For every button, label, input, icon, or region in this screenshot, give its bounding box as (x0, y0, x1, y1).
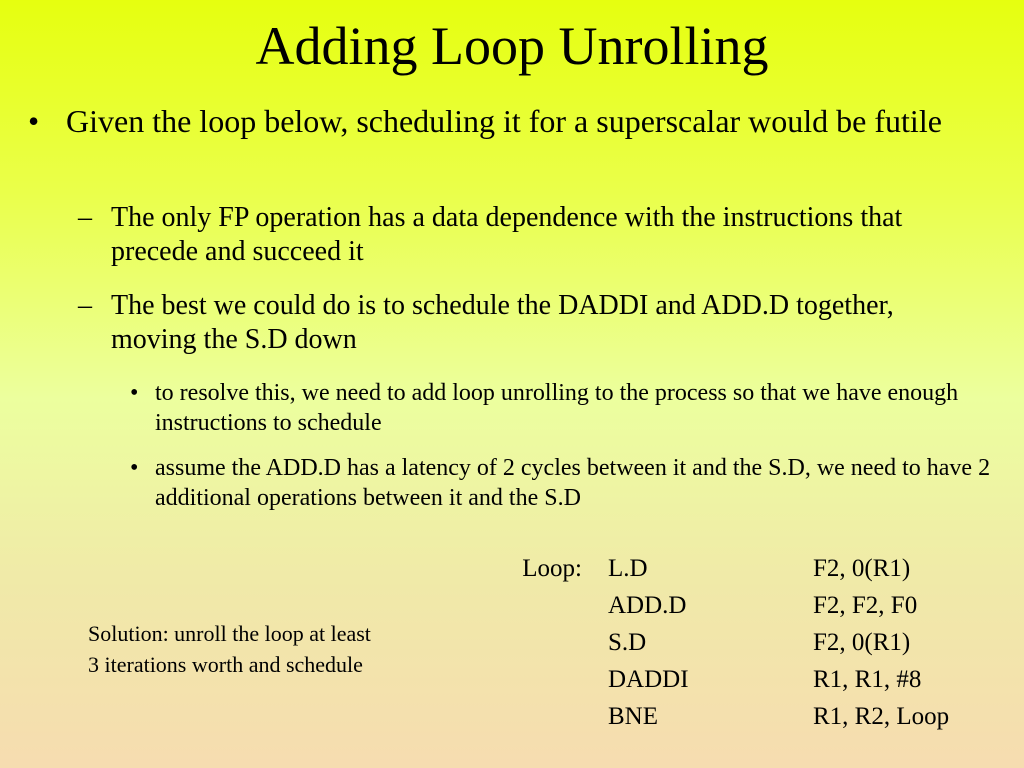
bullet-main (28, 102, 1008, 141)
code-label: Loop: (522, 555, 582, 582)
solution-note (88, 618, 488, 680)
sub-bullet-dependence (78, 201, 958, 269)
bullet-marker: • (130, 455, 139, 481)
dash-marker: – (78, 290, 92, 321)
code-row (490, 703, 1010, 740)
solution-line-2: 3 iterations worth and schedule (88, 652, 363, 677)
slide-title: Adding Loop Unrolling (255, 16, 769, 76)
code-opcode: BNE (608, 703, 658, 730)
code-row (490, 592, 1010, 629)
dash-marker: – (78, 202, 92, 233)
sub-sub-bullet-text: to resolve this, we need to add loop unrolling to the process so that we have enough instructions to schedule (155, 380, 959, 436)
code-operands: F2, 0(R1) (813, 629, 911, 656)
bullet-marker: • (130, 380, 139, 406)
sub-bullet-text: The only FP operation has a data dependence with the instructions that precede and succeed it (111, 202, 903, 267)
code-operands: F2, F2, F0 (813, 592, 918, 619)
code-opcode: ADD.D (608, 592, 687, 619)
loop-code-listing (490, 555, 1010, 740)
code-opcode: DADDI (608, 666, 689, 693)
code-row (490, 629, 1010, 666)
code-operands: F2, 0(R1) (813, 555, 911, 582)
code-operands: R1, R2, Loop (813, 703, 950, 730)
code-opcode: S.D (608, 629, 647, 656)
sub-sub-bullet-unroll (130, 378, 1010, 438)
sub-bullet-text: The best we could do is to schedule the DADDI and ADD.D together, moving the S.D down (111, 290, 894, 355)
bullet-text: Given the loop below, scheduling it for a superscalar would be futile (66, 103, 942, 139)
code-opcode: L.D (608, 555, 648, 582)
solution-line-1: Solution: unroll the loop at least (88, 621, 371, 646)
sub-bullet-schedule (78, 289, 958, 357)
sub-sub-bullet-latency (130, 453, 1010, 513)
sub-sub-bullet-text: assume the ADD.D has a latency of 2 cycles between it and the S.D, we need to have 2 additional operations between it and the S.D (155, 455, 991, 511)
code-row (490, 666, 1010, 703)
code-row (490, 555, 1010, 592)
bullet-marker: • (28, 103, 40, 139)
code-operands: R1, R1, #8 (813, 666, 922, 693)
